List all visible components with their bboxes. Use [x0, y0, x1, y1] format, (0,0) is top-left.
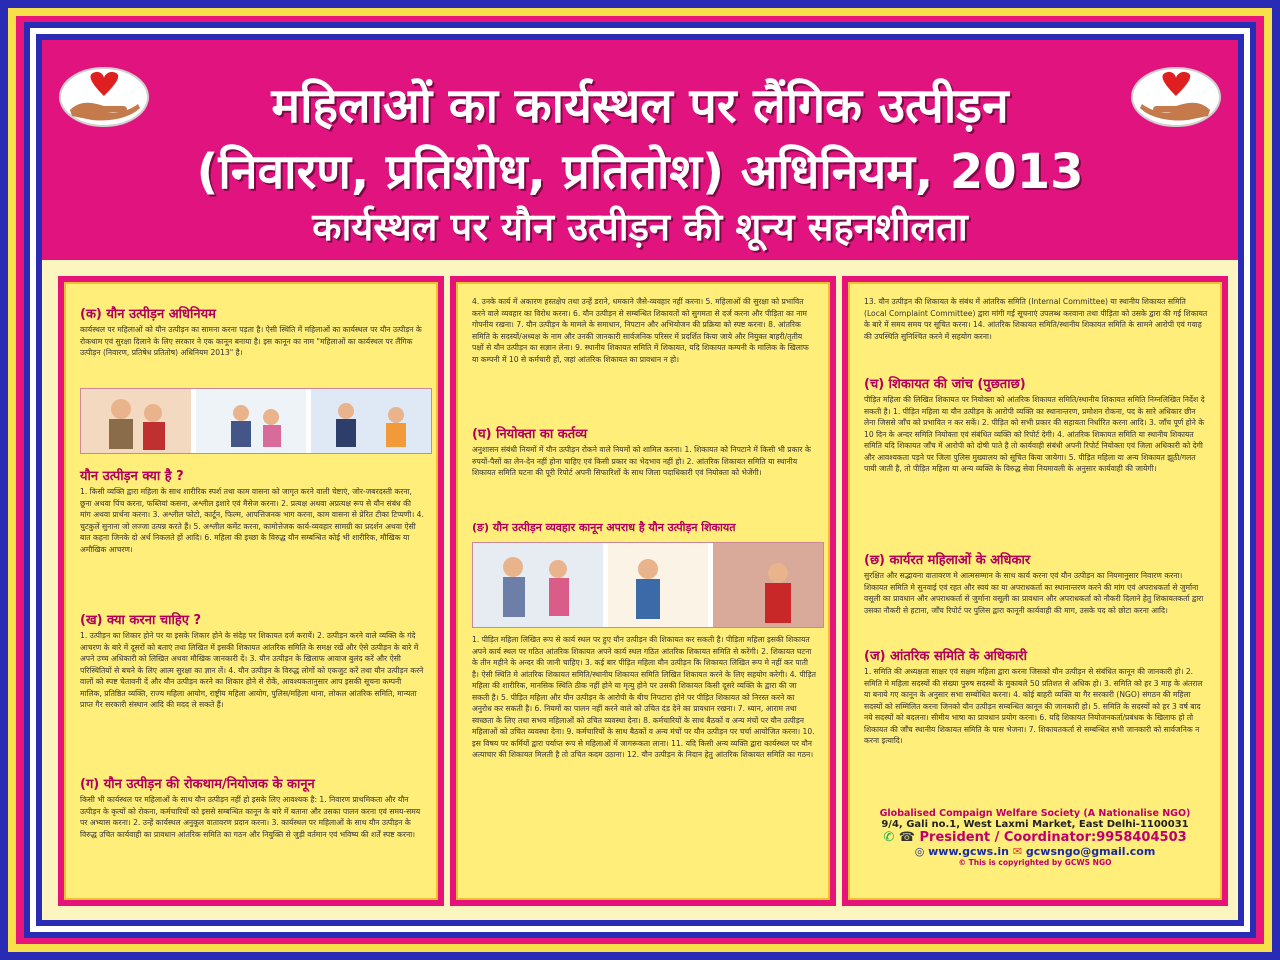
web-email-line — [862, 845, 1208, 858]
section-text-nga: 1. पीड़ित महिला लिखित रूप से कार्य स्थल पर हुए यौन उत्पीड़न की शिकायत कर सकती है। पीड़िता महिला इसकी शिकायत अपने कार्य स्थल पर गठित आंतरिक शिकायत अपने कार्य स्थल गठित आंतरिक शिकायत समिति से करेंगी। 2. शिकायत घटना के तीन महीने के अन्दर की जानी चाहिए। 3. कई बार पीड़ित महिला यौन उत्पीड़न कि शिकायत लिखित रूप मे नहीं कर पाती है। ऐसी स्थिति मे आंतरिक शिकायत समिति/स्थानीय शिकायत समिति लिखित शिकायत करने के लिए सहयोग करेगी। 4. पीड़ित महिला की शारीरिक, मानसिक स्थिति ठीक नहीं होने या मृत्यु होने पर उसकी शिकायत किसी दूसरे व्यक्ति के द्वारा की जा सकती है। 5. पीड़ित महिला और यौन उत्पीड़न के आरोपी के बीच निपटारा होने पर पीड़ित शिकायत को निरस्त करने का अनुरोध कर सकती है। 6. नियमों का पालन नहीं करने वाले को उचित दंड देने का प्रावधान रखना। 7. ध्यान, आराम तथा स्वच्छता के लिए तथा सभव महिलाओं को उचित व्यवस्था देना। 8. कर्मचारियों के साथ बैठकों व अन्य मंचों पर यौन उत्पीड़न महिलाओं को उचित व्यवस्था देना। 9. कर्मचारियों के साथ बैठकों व अन्य मंचों पर यौन उत्पीड़न पर चर्चा आयोजित करना। 10. इस विषय पर कर्मियों द्वारा पर्याप्त रूप से महिलाओं में जागरूकता लाना। 11. यदि किसी अन्य व्यक्ति द्वारा कार्यस्थल पर यौन अत्याचार की शिकायत मिलती है तो उचित कदम उठाना। 12. यौन उत्पीड़न के निदान हेतु आंतरिक शिकायत समिति का गठन। — [472, 635, 816, 759]
ngo-contact-block — [862, 808, 1208, 867]
column-3-panel — [848, 282, 1222, 900]
section-heading-ga: (ग) यौन उत्पीड़न की रोकथाम/नियोजक के कानून — [80, 777, 315, 792]
president-contact — [862, 830, 1208, 845]
section-heading-chha: (छ) कार्यरत महिलाओं के अधिकार — [864, 553, 1031, 568]
gmail-icon: ✉ — [1012, 845, 1023, 858]
header-title-line-3: कार्यस्थल पर यौन उत्पीड़न की शून्य सहनशीलता — [312, 205, 968, 249]
section-text-ka: कार्यस्थल पर महिलाओं को यौन उत्पीड़न का सामना करना पड़ता है। ऐसी स्थिति में महिलाओं का कार्यस्थल पर यौन उत्पीड़न के रोकथाम एवं सुरक्षा दिलाने के लिए सरकार ने एक कानून बनाया है। इस कानून का नाम "महिलाओं का कार्यस्थल पर लैंगिक उत्पीड़न (निवारण, प्रतिषेध प्रतितोष) अधिनियम 2013" है। — [80, 325, 422, 357]
section-heading-kya-hai: यौन उत्पीड़न क्या है ? — [80, 469, 184, 484]
phone-icon: ☎ — [898, 830, 915, 845]
section-text-ja: 1. समिति की अध्यक्षता साक्षर एवं सक्षम महिला द्वारा करना जिसको यौन उत्पीड़न से संबंधित कानून की जानकारी हो। 2. समिति मे महिला सदस्यों की संख्या पुरुष सदस्यों के मुकाबले 50 प्रतिशत से अधिक हो। 3. समिति को हर 3 माह के अंतराल या बनाये गए कानून के अनुसार सभा सम्बोधित करना। 4. कोई बाहरी व्यक्ति या गैर सरकारी (NGO) संगठन की महिला सदस्यों को सम्मिलित करना जिनको यौन उत्पीड़न सम्बन्धित कानून की जानकारी हो। 5. समिति के सदस्यों को हर 3 वर्ष बाद नये सदस्यों को बदलना। सीमीय भाषा का प्रावधान प्रयोग करना। 6. यदि शिकायत नियोजनकर्ता/प्रबंधक के खिलाफ हो तो शिकायत की जाँच स्थानीय शिकायत समिति के पास भेजना। 7. शिकायतकर्ता से सम्बन्धित सभी जानकारी को सार्वजनिक न करना इत्यादि। — [864, 667, 1203, 745]
header-title-line-2: (निवारण, प्रतिशोध, प्रतितोश) अधिनियम, 2013 — [196, 144, 1084, 200]
section-heading-ja: (ज) आंतरिक समिति के अधिकारी — [864, 649, 1028, 664]
column-3-intro-text: 13. यौन उत्पीड़न की शिकायत के संबंध में आंतरिक समिति (Internal Committee) या स्थानीय शिकायत समिति (Local Complaint Committee) द्वारा मांगी गई सूचनाएं उपलब्ध करवाना तथा पीड़िता को उसके द्वारा की गई शिकायत के बारे में समय समय पर सूचित करना। 14. आंतरिक शिकायत समिति/स्थानीय शिकायत समिति के सामने आरोपी एवं गवाह की उपस्थिति सुनिश्चित करने में सहयोग करना। — [864, 297, 1208, 341]
ngo-address: 9/4, Gali no.1, West Laxmi Market, East Delhi-1100031 — [881, 819, 1189, 830]
column-1 — [58, 276, 444, 906]
section-heading-cha: (च) शिकायत की जांच (पुछताछ) — [864, 377, 1026, 392]
column-2-intro-text: 4. उनके कार्य में अकारण हस्तक्षेप तथा उन्हें डराने, धमकाने जैसे-व्यवहार नहीं करना। 5. महिलाओं की सुरक्षा को प्रभावित करने वाले व्यवहार का विरोध करना। 6. यौन उत्पीड़न से सम्बन्धित शिकायतों को सुगमता से दर्ज करना और पीड़िता का नाम गोपनीय रखना। 7. यौन उत्पीड़न के मामले के समाधान, निपटान और अभियोजन की प्रक्रिया को स्पष्ट करना। 8. आंतरिक समिति के सदस्यों/अध्यक्ष के नाम और उनकी जानकारी सार्वजनिक परिसर में प्रदर्शित किया जाये और नियुक्त बाहरी/तृतीय पक्षों से यौन उत्पीड़न का सज्ञान लेना। 9. स्थानीय शिकायत समिति में शिकायत, यदि शिकायत कम्पनी के मालिक के खिलाफ या कम्पनी में 10 से कर्मचारी हों, जहां आंतरिक शिकायत का प्रावधान न हो। — [472, 297, 809, 364]
column-3 — [842, 276, 1228, 906]
copyright-note: © This is copyrighted by GCWS NGO — [958, 858, 1112, 867]
office-harassment-illustration — [80, 388, 432, 454]
section-text-ga: किसी भी कार्यस्थल पर महिलाओं के साथ यौन उत्पीड़न नहीं हो इसके लिए आवश्यक है: 1. निवारण प्राथमिकता और यौन उत्पीड़न के कृत्यों को रोकना, कर्मचारियों को इससे सम्बन्धित कानून के बारे में बताना और उसका पालन करना एवं समय-समय पर अभ्यास करना। 2. उन्हें कार्यस्थल अनुकूल वातावरण प्रदान करना। 3. कार्यस्थल पर महिलाओं के साथ यौन उत्पीड़न के विरुद्ध उचित कार्यवाही का प्रावधान आंतरिक समिति का गठन और नियुक्ति से जुड़ी वर्तमान एवं भविष्य की शर्तें स्पष्ट करना। — [80, 795, 421, 839]
section-heading-ka: (क) यौन उत्पीड़न अधिनियम — [80, 307, 216, 322]
ngo-name: Globalised Compaign Welfare Society (A Nationalise NGO) — [879, 808, 1191, 819]
section-heading-nga: (ङ) यौन उत्पीड़न व्यवहार कानून अपराध है यौन उत्पीड़न शिकायत — [472, 521, 736, 534]
website-link[interactable]: www.gcws.in — [928, 845, 1009, 858]
header-title-line-1: महिलाओं का कार्यस्थल पर लैंगिक उत्पीड़न — [271, 78, 1009, 134]
section-text-gha: अनुशासन संबंधी नियमों में यौन उत्पीड़न रोकने वाले नियमों को शामिल करना। 1. शिकायत को निपटाने में किसी भी प्रकार के रुपयों-पैसों का लेन-देन नहीं होना चाहिए एवं किसी प्रकार का भेदभाव नहीं हो। 2. आंतरिक शिकायत समिति या स्थानीय शिकायत समिति घटना की पूरी रिपोर्ट अपनी सिफारिशों के साथ जिला पदाधिकारी एवं नियोक्ता को भेजेंगी। — [472, 445, 811, 477]
section-text-kha: 1. उत्पीड़न का शिकार होने पर या इसके शिकार होने के संदेह पर शिकायत दर्ज करायें। 2. उत्पीड़न करने वाले व्यक्ति के गंदे आचरण के बारे में दूसरों को बताएं तथा लिखित में इसकी शिकायत आंतरिक समिति के समक्ष रखें और ऐसे उत्पीड़न के बारे में अपने उच्च अधिकारी को लिखित अथवा मौखिक जानकारी दें। 3. यौन उत्पीड़न के खिलाफ आवाज बुलंद करें और ऐसी परिस्थितियों से बचने के लिए आत्म सुरक्षा का ज्ञान लें। 4. यौन उत्पीड़न के विरुद्ध लोगों को एकजुट करें तथा यौन उत्पीड़न करने वालों को स्पष्ट चेतावनी दें और यौन उत्पीड़न करने का शिकार होने से रोकें, आवश्यकतानुसार आप इसकी सूचना कम्पनी मालिक, प्रतिष्ठित व्यक्ति, राज्य महिला आयोग, राष्ट्रीय महिला आयोग, पुलिस/महिला थाना, लोकल आंतरिक समिति, मान्यता प्राप्त गैर सरकारी संस्थान आदि की मदद ले सकते हैं। — [80, 631, 424, 709]
email-link[interactable]: gcwsngo@gmail.com — [1025, 845, 1156, 858]
harassment-scenes-illustration — [472, 542, 824, 628]
section-heading-gha: (घ) नियोक्ता का कर्तव्य — [472, 427, 588, 442]
whatsapp-icon: ✆ — [883, 830, 895, 845]
column-1-panel — [64, 282, 438, 900]
column-2-panel — [456, 282, 830, 900]
section-text-cha: पीड़ित महिला की लिखित शिकायत पर नियोक्ता को आंतरिक शिकायत समिति/स्थानीय शिकायत समिति निम्नलिखित निर्देश दे सकती है। 1. पीड़ित महिला या यौन उत्पीड़न के आरोपी व्यक्ति का स्थानान्तरण, प्रमोशन रोकना, पद के सारे अधिकार छीन लेना जिससे जाँच को प्रभावित न कर सकें। 2. पीड़ित को सभी प्रकार की सहायता निर्धारित करना आदि। 3. जाँच पूर्ण होने के 10 दिन के अन्दर समिति नियोक्ता एवं संबंधित व्यक्ति को रिपोर्ट देगी। 4. आंतरिक शिकायत समिति या स्थानीय शिकायत समिति यदि शिकायत जाँच में आरोपी को दोषी पाते है तो कार्यवाही संबंधी अपनी रिपोर्ट नियोक्ता एवं जिला अधिकारी को देगी और आवश्यकता पड़ने पर जिला पुलिस मुख्यालय को सूचित किया जायेगा। 5. पीड़ित महिला या अन्य शिकायत झूठी/गलत पायी जाती है, तो पीड़ित महिला या अन्य व्यक्ति के विरुद्ध सेवा नियमावली के अनुसार कार्यवाही की जायेगी। — [864, 395, 1205, 473]
president-phone: President / Coordinator:9958404503 — [919, 830, 1187, 845]
section-heading-kha: (ख) क्या करना चाहिए ? — [80, 613, 201, 628]
section-text-kya-hai: 1. किसी व्यक्ति द्वारा महिला के साथ शारीरिक स्पर्श तथा काम वासना को जागृत करने वाली चेष्टाएं, जोर-जबरदस्ती करना, छूना अथवा पिंच करना, फब्तियां कसना, अश्लील इशारे एवं मैसेज करना। 2. प्रत्यक्ष अथवा अप्रत्यक्ष रूप से यौन संबंध की मांग अथवा प्रार्थना करना। 3. अश्लील फोटो, कार्टून, फिल्म, आपत्तिजनक भाग करना, काम वासना से प्रेरित टीका टिप्पणी। 4. चुटकुलें सुनाना जो लज्जा उत्पन्न करते हैं। 5. अश्लील कमेंट करना, कामोत्तेजक कार्य-व्यवहार सामग्री का प्रदर्शन अथवा ऐसी बात कहना जिनके दो अर्थ निकलते हों आदि। 6. महिला की इच्छा के विरुद्ध यौन सम्बन्धित कोई भी शारीरिक, मौखिक या अमौखिक आचरण। — [80, 487, 424, 554]
section-text-chha: सुरक्षित और सद्भावना वातावरण मे आत्मसम्मान के साथ कार्य करना एवं यौन उत्पीड़न का नियमानुसार निवारण करना। शिकायत समिति मे सुनवाई एवं रहत और स्वयं का या अपराधकर्ता का स्थानान्तरण करने की मांग एवं अपराधकर्ता से जुर्माना वसूली का प्रावधान और अपराधकर्ता से जुर्माना वसूली का प्रावधान और अपराधकर्ता को नौकरी दिलाने हेतु शिकायतकर्ता द्वारा उसका नौकरी से हटाना, जाँच रिपोर्ट पर पुलिस द्वारा कानूनी कार्यवाही की माग, उसके पद को छोटा करना आदि। — [864, 571, 1204, 615]
column-2 — [450, 276, 836, 906]
globe-icon: ◎ — [914, 845, 925, 858]
